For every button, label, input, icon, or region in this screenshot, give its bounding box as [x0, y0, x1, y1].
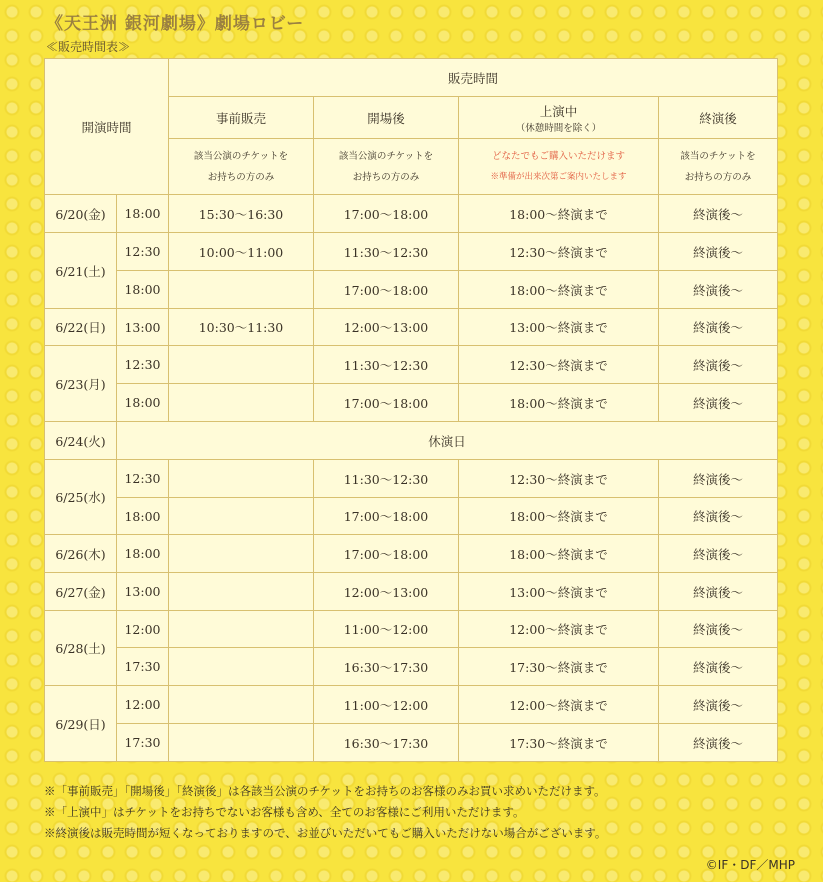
- pre-sale-cell: 15:30〜16:30: [169, 195, 314, 233]
- during-show-cell: 13:00〜終演まで: [459, 309, 659, 346]
- after-show-cell: 終演後〜: [659, 384, 778, 422]
- holiday-cell: 休演日: [117, 422, 778, 460]
- after-show-cell: 終演後〜: [659, 724, 778, 762]
- time-cell: 17:30: [117, 724, 169, 762]
- time-cell: 13:00: [117, 309, 169, 346]
- page-title: 《天王洲 銀河劇場》劇場ロビー: [46, 14, 305, 34]
- time-cell: 17:30: [117, 648, 169, 686]
- after-show-cell: 終演後〜: [659, 195, 778, 233]
- time-cell: 13:00: [117, 573, 169, 611]
- note-line: ※「事前販売」「開場後」「終演後」は各該当公演のチケットをお持ちのお客様のみお買い求めいただけます。: [44, 784, 606, 798]
- pre-sale-cell-empty: [169, 686, 314, 724]
- pre-sale-condition: [169, 139, 314, 195]
- table-row: [45, 384, 778, 422]
- after-doors-cell: 16:30〜17:30: [314, 724, 459, 762]
- after-doors-cell: 17:00〜18:00: [314, 535, 459, 573]
- during-show-sublabel: （休憩時間を除く）: [515, 122, 602, 134]
- condition-line: 該当公演のチケットを: [193, 150, 289, 162]
- after-show-cell: 終演後〜: [659, 346, 778, 384]
- during-show-header: [459, 97, 659, 139]
- time-cell: 18:00: [117, 384, 169, 422]
- date-cell: 6/25(水): [45, 460, 117, 535]
- copyright: ©IF・DF／MHP: [705, 858, 795, 872]
- after-show-cell: 終演後〜: [659, 271, 778, 309]
- during-show-cell: 18:00〜終演まで: [459, 535, 659, 573]
- during-show-cell: 12:30〜終演まで: [459, 233, 659, 271]
- time-cell: 12:30: [117, 460, 169, 498]
- after-doors-cell: 12:00〜13:00: [314, 309, 459, 346]
- during-show-cell: 12:30〜終演まで: [459, 346, 659, 384]
- performance-time-header: 開演時間: [45, 59, 169, 195]
- time-cell: 12:30: [117, 233, 169, 271]
- during-show-cell: 12:30〜終演まで: [459, 460, 659, 498]
- during-show-cell: 13:00〜終演まで: [459, 573, 659, 611]
- during-show-label: 上演中: [539, 103, 578, 119]
- after-doors-cell: 17:00〜18:00: [314, 384, 459, 422]
- table-row: [45, 422, 778, 460]
- after-show-condition: [659, 139, 778, 195]
- page-subtitle: ≪販売時間表≫: [46, 40, 131, 54]
- table-row: [45, 346, 778, 384]
- pre-sale-cell-empty: [169, 384, 314, 422]
- date-cell: 6/27(金): [45, 573, 117, 611]
- after-show-cell: 終演後〜: [659, 233, 778, 271]
- notes: [44, 781, 606, 844]
- time-cell: 12:00: [117, 686, 169, 724]
- during-show-cell: 12:00〜終演まで: [459, 686, 659, 724]
- after-show-cell: 終演後〜: [659, 309, 778, 346]
- condition-note: ※準備が出来次第ご案内いたします: [490, 171, 627, 182]
- time-cell: 18:00: [117, 271, 169, 309]
- date-cell: 6/29(日): [45, 686, 117, 762]
- during-show-cell: 18:00〜終演まで: [459, 498, 659, 535]
- pre-sale-cell-empty: [169, 724, 314, 762]
- after-show-cell: 終演後〜: [659, 648, 778, 686]
- after-show-cell: 終演後〜: [659, 611, 778, 648]
- pre-sale-cell-empty: [169, 346, 314, 384]
- after-show-cell: 終演後〜: [659, 460, 778, 498]
- time-cell: 12:00: [117, 611, 169, 648]
- during-show-cell: 12:00〜終演まで: [459, 611, 659, 648]
- condition-line: お持ちの方のみ: [684, 171, 752, 183]
- after-doors-cell: 16:30〜17:30: [314, 648, 459, 686]
- after-doors-cell: 11:00〜12:00: [314, 686, 459, 724]
- pre-sale-cell-empty: [169, 648, 314, 686]
- note-line: ※終演後は販売時間が短くなっておりますので、お並びいただいてもご購入いただけない場合がございます。: [44, 826, 607, 840]
- after-doors-condition: [314, 139, 459, 195]
- after-show-header: 終演後: [659, 97, 778, 139]
- after-show-cell: 終演後〜: [659, 686, 778, 724]
- table-row: [45, 686, 778, 724]
- pre-sale-header: 事前販売: [169, 97, 314, 139]
- time-cell: 12:30: [117, 346, 169, 384]
- table-row: [45, 233, 778, 271]
- time-cell: 18:00: [117, 535, 169, 573]
- date-cell: 6/28(土): [45, 611, 117, 686]
- during-show-condition: [459, 139, 659, 195]
- table-row: [45, 195, 778, 233]
- pre-sale-cell-empty: [169, 611, 314, 648]
- during-show-cell: 18:00〜終演まで: [459, 384, 659, 422]
- pre-sale-cell-empty: [169, 460, 314, 498]
- table-row: [45, 535, 778, 573]
- table-row: [45, 573, 778, 611]
- during-show-cell: 17:30〜終演まで: [459, 724, 659, 762]
- pre-sale-cell-empty: [169, 498, 314, 535]
- date-cell: 6/23(月): [45, 346, 117, 422]
- sales-schedule-table: [44, 58, 778, 762]
- date-cell: 6/26(木): [45, 535, 117, 573]
- sales-time-header: 販売時間: [169, 59, 778, 97]
- table-row: [45, 460, 778, 498]
- after-show-cell: 終演後〜: [659, 573, 778, 611]
- date-cell: 6/24(火): [45, 422, 117, 460]
- date-cell: 6/21(土): [45, 233, 117, 309]
- table-row: [45, 498, 778, 535]
- date-cell: 6/20(金): [45, 195, 117, 233]
- during-show-cell: 17:30〜終演まで: [459, 648, 659, 686]
- table-row: [45, 648, 778, 686]
- after-doors-cell: 17:00〜18:00: [314, 498, 459, 535]
- after-doors-cell: 11:30〜12:30: [314, 460, 459, 498]
- table-row: [45, 271, 778, 309]
- condition-line: 該当のチケットを: [680, 150, 756, 162]
- pre-sale-cell-empty: [169, 271, 314, 309]
- after-doors-cell: 11:30〜12:30: [314, 233, 459, 271]
- during-show-cell: 18:00〜終演まで: [459, 195, 659, 233]
- pre-sale-cell: 10:00〜11:00: [169, 233, 314, 271]
- after-doors-cell: 17:00〜18:00: [314, 195, 459, 233]
- table-row: [45, 309, 778, 346]
- condition-line: 該当公演のチケットを: [338, 150, 434, 162]
- during-show-cell: 18:00〜終演まで: [459, 271, 659, 309]
- after-doors-cell: 12:00〜13:00: [314, 573, 459, 611]
- after-doors-cell: 17:00〜18:00: [314, 271, 459, 309]
- after-show-cell: 終演後〜: [659, 498, 778, 535]
- after-doors-cell: 11:30〜12:30: [314, 346, 459, 384]
- pre-sale-cell-empty: [169, 573, 314, 611]
- condition-line: どなたでもご購入いただけます: [491, 150, 625, 162]
- time-cell: 18:00: [117, 195, 169, 233]
- table-row: [45, 611, 778, 648]
- condition-line: お持ちの方のみ: [352, 171, 420, 183]
- pre-sale-cell: 10:30〜11:30: [169, 309, 314, 346]
- date-cell: 6/22(日): [45, 309, 117, 346]
- note-line: ※「上演中」はチケットをお持ちでないお客様も含め、全てのお客様にご利用いただけます。: [44, 805, 525, 819]
- time-cell: 18:00: [117, 498, 169, 535]
- condition-line: お持ちの方のみ: [207, 171, 275, 183]
- after-show-cell: 終演後〜: [659, 535, 778, 573]
- after-doors-header: 開場後: [314, 97, 459, 139]
- after-doors-cell: 11:00〜12:00: [314, 611, 459, 648]
- table-row: [45, 724, 778, 762]
- pre-sale-cell-empty: [169, 535, 314, 573]
